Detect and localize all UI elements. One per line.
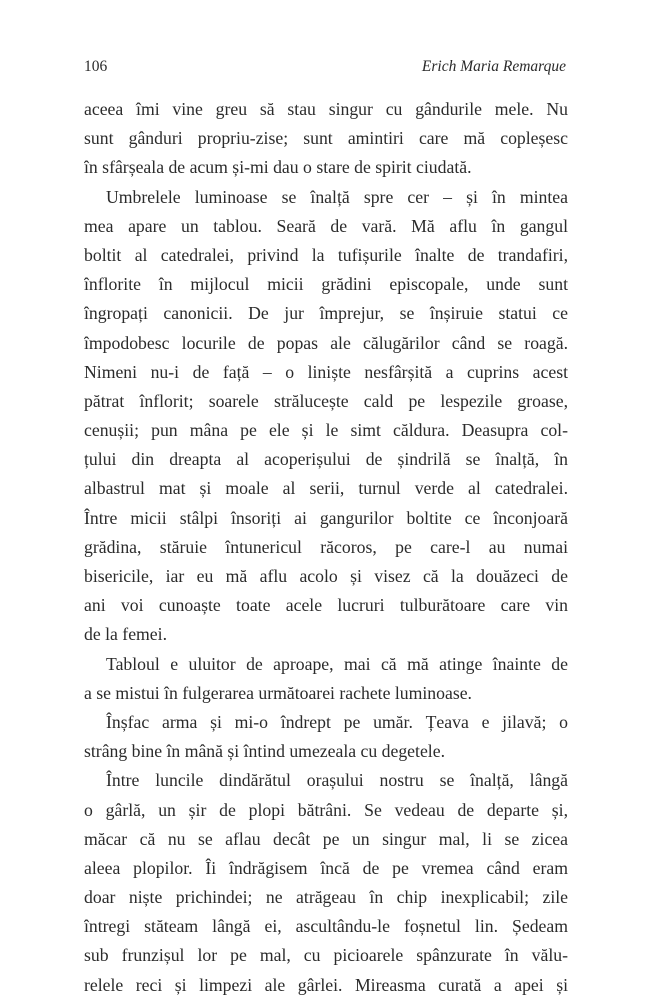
paragraph bbox=[84, 708, 568, 766]
text-line: cenușii; pun mâna pe ele și le simt căldura. Deasupra col- bbox=[84, 420, 568, 441]
text-line: albastrul mat și moale al serii, turnul verde al catedralei. bbox=[84, 478, 568, 499]
text-line: înflorite în mijlocul micii grădini episcopale, unde sunt bbox=[84, 274, 568, 295]
text-line: a se mistui în fulgerarea următoarei rachete luminoase. bbox=[84, 682, 472, 703]
text-line: sub frunzișul lor pe mal, cu picioarele spânzurate în vălu- bbox=[84, 945, 568, 966]
text-line: țului din dreapta al acoperișului de șindrilă se înalță, în bbox=[84, 449, 568, 470]
text-line: Între luncile dindărătul orașului nostru se înalță, lângă bbox=[106, 770, 568, 791]
text-line: măcar că nu se aflau decât pe un singur mal, li se zicea bbox=[84, 828, 568, 849]
text-line: ani voi cunoaște toate acele lucruri tulburătoare care vin bbox=[84, 595, 568, 616]
text-line: în sfârșeala de acum și-mi dau o stare de spirit ciudată. bbox=[84, 157, 472, 178]
paragraph bbox=[84, 650, 568, 708]
text-line: aleea plopilor. Îi îndrăgisem încă de pe vremea când eram bbox=[84, 857, 568, 878]
text-line: grădina, stăruie întunericul răcoros, pe care-l au numai bbox=[84, 536, 568, 557]
page-number: 106 bbox=[84, 58, 108, 75]
text-line: o gârlă, un șir de plopi bătrâni. Se vedeau de departe și, bbox=[84, 799, 568, 820]
text-line: întregi stăteam lângă ei, ascultându-le foșnetul lin. Ședeam bbox=[84, 916, 568, 937]
text-line: aceea îmi vine greu să stau singur cu gândurile mele. Nu bbox=[84, 99, 568, 119]
text-line: Nimeni nu-i de față – o liniște nesfârșită a cuprins acest bbox=[84, 361, 568, 382]
page-header bbox=[84, 58, 566, 82]
text-line: îngropați canonicii. De jur împrejur, se înșiruie statui ce bbox=[84, 303, 568, 324]
paragraph bbox=[84, 183, 568, 650]
running-title: Erich Maria Remarque bbox=[421, 58, 566, 75]
text-line: mea apare un tablou. Seară de vară. Mă aflu în gangul bbox=[84, 215, 568, 236]
text-line: Tabloul e uluitor de aproape, mai că mă atinge înainte de bbox=[106, 653, 568, 674]
text-line: sunt gânduri propriu-zise; sunt amintiri care mă copleșesc bbox=[84, 128, 568, 149]
text-line: boltit al catedralei, privind la tufișurile înalte de trandafiri, bbox=[84, 244, 568, 265]
text-line: Înșfac arma și mi-o îndrept pe umăr. Țeava e jilavă; o bbox=[106, 711, 568, 732]
text-line: Umbrelele luminoase se înalță spre cer – și în mintea bbox=[106, 186, 568, 207]
paragraph bbox=[84, 766, 568, 1000]
text-line: pătrat înflorit; soarele strălucește cald pe lespezile groase, bbox=[84, 390, 568, 411]
text-line: bisericile, iar eu mă aflu acolo și visez că la douăzeci de bbox=[84, 566, 568, 586]
text-line: Între micii stâlpi însoriți ai gangurilor boltite ce înconjoară bbox=[84, 507, 568, 528]
body-text bbox=[84, 95, 568, 1000]
text-line: strâng bine în mână și întind umezeala cu degetele. bbox=[84, 741, 445, 762]
paragraph bbox=[84, 95, 568, 183]
text-line: doar niște prichindei; ne atrăgeau în chip inexplicabil; zile bbox=[84, 887, 568, 908]
text-line: de la femei. bbox=[84, 624, 167, 645]
text-line: împodobesc locurile de popas ale călugărilor când se roagă. bbox=[84, 332, 568, 353]
text-line: relele reci și limpezi ale gârlei. Mireasma curată a apei și bbox=[84, 974, 568, 995]
